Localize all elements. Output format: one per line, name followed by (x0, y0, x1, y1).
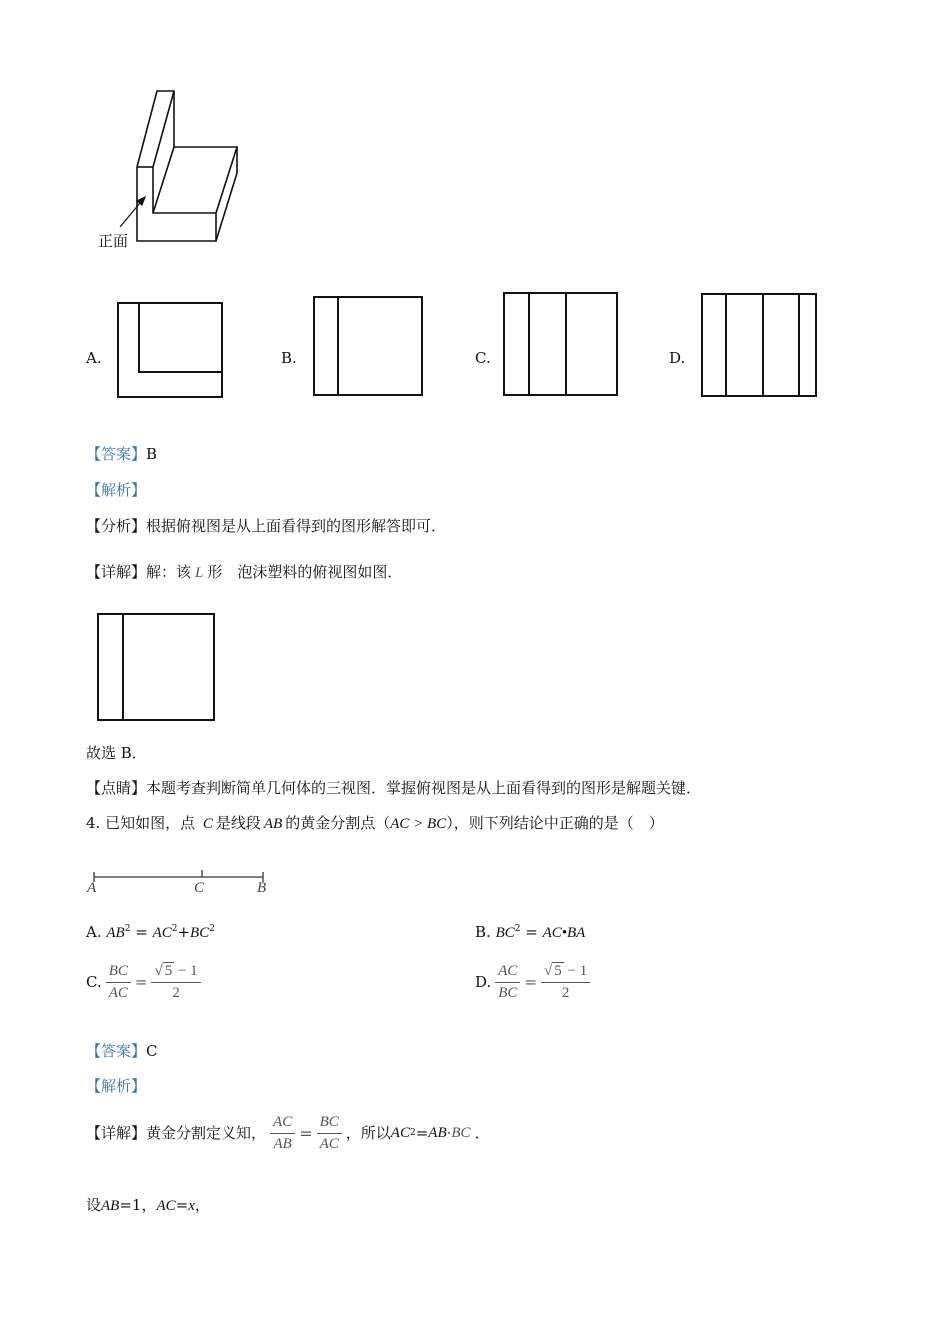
dianjing-line (86, 778, 701, 798)
dianjing-tag: 【点睛】 (86, 779, 147, 797)
option-c-label: C. (475, 349, 491, 367)
option-d-label: D. (669, 349, 686, 367)
q4-option-b-label: B. (475, 923, 491, 941)
l-shape-figure (95, 85, 255, 255)
q4-option-a (86, 922, 215, 943)
q4-d-root: 5 (554, 962, 562, 979)
detail2-f1-num: AC (270, 1114, 295, 1134)
q4-d-num: AC (495, 963, 520, 983)
q4-c-frac-left (106, 963, 131, 1002)
choose-line: 故选 B． (86, 744, 147, 762)
option-a-figure (117, 302, 223, 398)
option-d-figure (701, 293, 817, 397)
set-x: x (188, 1198, 195, 1214)
detail-post-1: 形 泡沫塑料的俯视图如图． (207, 563, 403, 581)
answer-value-2: C (146, 1042, 158, 1060)
q4-var-c: C (202, 816, 213, 832)
q4-c-rnum-tail: − 1 (174, 962, 198, 979)
detail-line-2: 【详解】 黄金分割定义知， $\frac{AC}{AB}$ = $\frac{BC}{AC}$ ，所以 AC 2 = AB · BC ． (86, 1113, 490, 1152)
detail2-dot: · (446, 1124, 452, 1142)
q4-c-num: BC (106, 963, 131, 983)
answer-figure (97, 613, 215, 721)
q4-mid2: 的黄金分割点（ (285, 814, 391, 832)
q4-option-d (475, 957, 590, 1007)
detail2-bc: BC (451, 1125, 471, 1141)
detail2-f2-den: AC (319, 1135, 339, 1152)
q4-d-frac-left (495, 963, 520, 1002)
q4-b-rhs: AC•BA (542, 925, 586, 941)
q4-d-rden: 2 (561, 984, 570, 1001)
q4-cond: AC > BC (390, 816, 447, 832)
detail2-f1-den: AB (273, 1135, 292, 1152)
detail2-ab: AB (428, 1125, 447, 1141)
q4-a-sq3: 2 (209, 924, 215, 934)
q4-number: 4. 已知如图，点 (86, 814, 196, 832)
detail2-end: ． (474, 1124, 490, 1142)
detail2-mid: ，所以 (345, 1124, 391, 1142)
q4-a-sq1: 2 (124, 924, 131, 934)
answer-tag-1: 【答案】 (86, 445, 147, 463)
q4-a-eq: = (130, 923, 153, 941)
set-eq2: = (175, 1196, 189, 1214)
q4-var-ab: AB (263, 816, 283, 832)
q4-option-a-label: A. (86, 923, 102, 941)
answer-tag-2: 【答案】 (86, 1042, 147, 1060)
detail2-eq-frac: = (299, 1123, 313, 1143)
detail2-eq: = (415, 1124, 429, 1142)
analysis-tag-1: 【解析】 (86, 481, 147, 499)
option-c-figure (503, 292, 618, 396)
q4-c-eq: = (134, 973, 148, 991)
option-b-figure (313, 296, 423, 396)
detail-line-1 (86, 562, 402, 583)
q4-d-eq: = (524, 973, 538, 991)
q4-b-sq: 2 (514, 924, 521, 934)
q4-a-ac: AC (152, 925, 172, 941)
q4-c-rden: 2 (172, 984, 180, 1001)
detail2-f2-num: BC (317, 1114, 342, 1134)
q4-option-d-label: D. (475, 973, 492, 991)
option-a-label: A. (86, 349, 102, 367)
fenxi-tag: 【分析】 (86, 517, 147, 535)
analysis-tag-2: 【解析】 (86, 1077, 147, 1095)
set-pre: 设 (86, 1196, 102, 1214)
q4-b-eq: = (520, 923, 543, 941)
q4-option-c-label: C. (86, 973, 102, 991)
set-eq1: =1， (119, 1196, 157, 1214)
q4-b-bc: BC (495, 925, 515, 941)
answer-value-1: B (146, 445, 158, 463)
seg-label-b: B (257, 880, 267, 896)
q4-option-c (86, 957, 201, 1007)
answer-line-1 (86, 444, 157, 464)
q4-a-ab: AB (106, 925, 125, 941)
q4-d-den: BC (498, 984, 518, 1001)
answer-line-2 (86, 1041, 158, 1061)
detail2-ac: AC (390, 1125, 410, 1141)
q4-d-rnum-tail: − 1 (563, 962, 588, 979)
option-b-label: B. (281, 349, 297, 367)
q4-c-frac-right: $\frac{√ 5 - 1}{2}$ (151, 963, 200, 1002)
detail-tag-2: 【详解】 (86, 1124, 147, 1142)
detail2-frac2 (317, 1114, 342, 1153)
front-label: 正面 (98, 232, 129, 250)
detail-tag-1: 【详解】 (86, 563, 147, 581)
q4-a-bc: BC (190, 925, 210, 941)
q4-a-sq2: 2 (171, 924, 178, 934)
fenxi-line (86, 516, 446, 536)
q4-stem (86, 813, 664, 834)
detail-var-l: L (195, 565, 204, 581)
q4-c-den: AC (108, 984, 128, 1001)
seg-label-c: C (194, 880, 205, 896)
seg-label-a: A (87, 880, 97, 896)
detail-pre-2: 黄金分割定义知， (146, 1124, 267, 1142)
detail2-frac1 (270, 1114, 295, 1153)
q4-tail: ），则下列结论中正确的是（ ） (446, 814, 664, 832)
set-ac: AC (156, 1198, 176, 1214)
dianjing-text: 本题考查判断简单几何体的三视图．掌握俯视图是从上面看得到的图形是解题关键． (146, 779, 702, 797)
set-line (86, 1195, 210, 1216)
set-end: ， (194, 1196, 210, 1214)
fenxi-text: 根据俯视图是从上面看得到的图形解答即可． (146, 517, 447, 535)
q4-d-frac-right: $\frac{√ 5 - 1}{2}$ (541, 963, 590, 1002)
set-ab: AB (101, 1198, 120, 1214)
segment-figure (86, 868, 276, 900)
detail-pre-1: 解：该 (146, 563, 192, 581)
q4-option-b (475, 922, 585, 943)
q4-c-root: 5 (164, 962, 173, 979)
q4-mid: 是线段 (215, 814, 261, 832)
q4-a-plus: + (177, 923, 191, 941)
